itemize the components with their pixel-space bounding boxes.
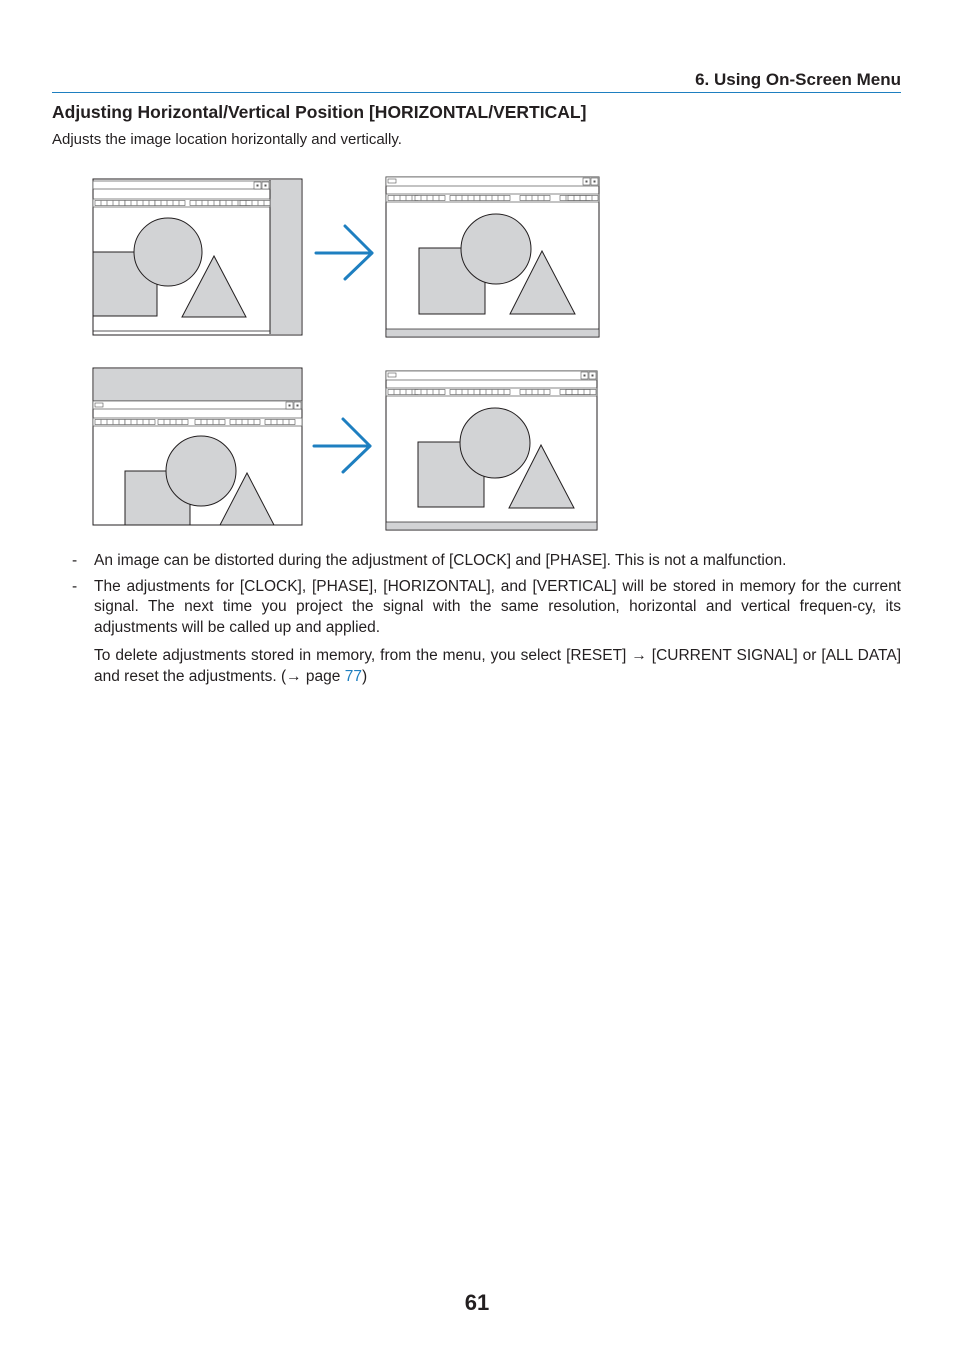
section-heading: Adjusting Horizontal/Vertical Position [HORIZONTAL/VERTICAL] bbox=[52, 102, 587, 122]
chapter-title: 6. Using On-Screen Menu bbox=[695, 70, 901, 89]
note-item bbox=[52, 551, 901, 572]
note-dash: - bbox=[72, 552, 78, 569]
window-before-vertical bbox=[93, 368, 302, 525]
note-item bbox=[52, 577, 901, 639]
note-text: An image can be distorted during the adjustment of [CLOCK] and [PHASE]. This is not a malfunction. bbox=[94, 552, 787, 569]
window-after-vertical bbox=[386, 371, 597, 530]
note-text: The adjustments for [CLOCK], [PHASE], [HORIZONTAL], and [VERTICAL] will be stored in memory for the current signal. The next time you project the signal with the same resolution, horizontal and vertical frequen-cy, its adjustments will be called up and applied. bbox=[94, 577, 901, 636]
page-link[interactable]: 77 bbox=[344, 667, 362, 685]
delete-note-close: ) bbox=[361, 667, 368, 685]
window-before-horizontal bbox=[93, 179, 302, 335]
delete-note-text: To delete adjustments stored in memory, from the menu, you select [RESET] → [CURRENT SIGNAL] or [ALL DATA] and reset the adjustments. (→ page bbox=[94, 647, 901, 685]
chapter-header bbox=[52, 70, 901, 93]
page-number: 61 bbox=[464, 1290, 490, 1315]
section-intro: Adjusts the image location horizontally and vertically. bbox=[52, 131, 402, 148]
position-adjustment-figure bbox=[90, 175, 610, 535]
arrow-icon bbox=[316, 226, 372, 279]
arrow-icon bbox=[314, 419, 370, 472]
delete-adjustments-note bbox=[52, 646, 901, 687]
window-after-horizontal bbox=[386, 177, 599, 337]
note-dash: - bbox=[72, 577, 78, 595]
notes-list bbox=[52, 551, 901, 687]
